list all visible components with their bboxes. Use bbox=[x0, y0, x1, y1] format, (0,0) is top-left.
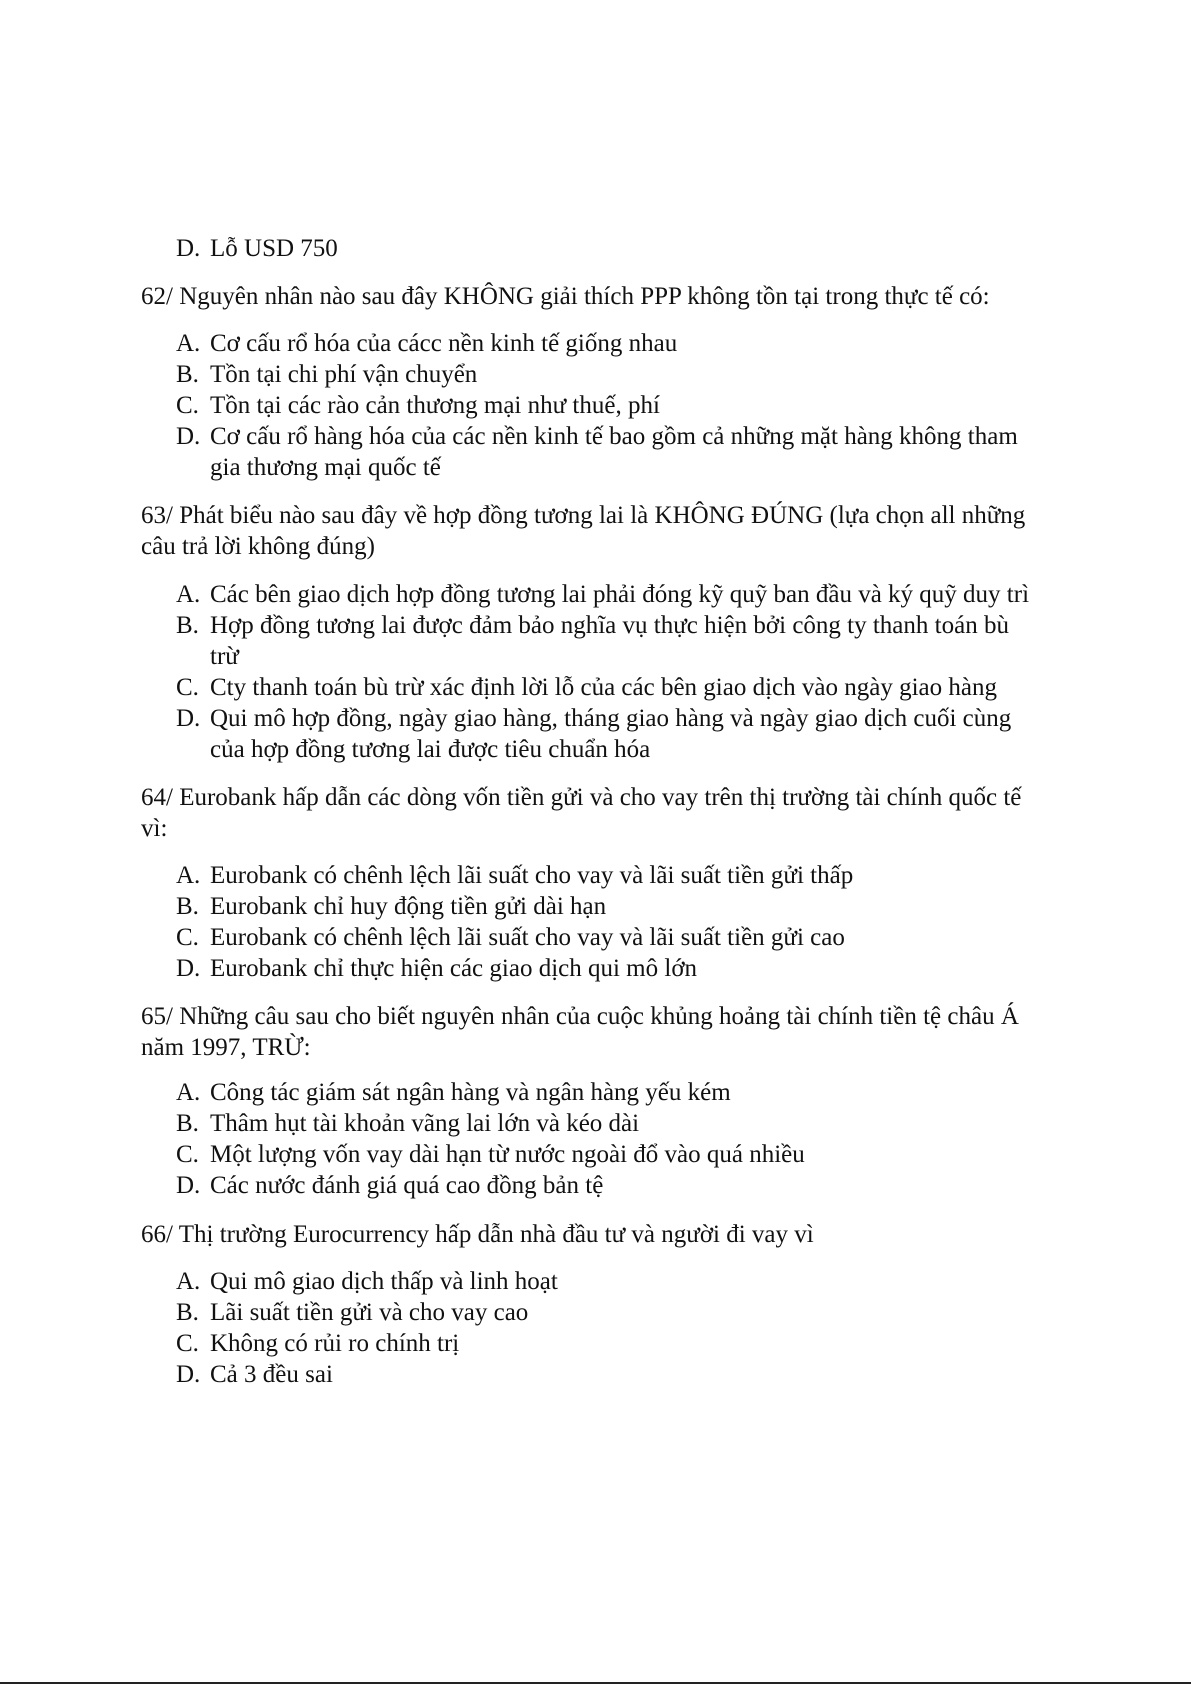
option-letter: C. bbox=[176, 1330, 199, 1357]
option-letter: A. bbox=[176, 581, 201, 608]
option-text: Cơ cấu rổ hóa của cácc nền kinh tế giống nhau bbox=[210, 330, 678, 357]
option-letter: C. bbox=[176, 924, 199, 951]
option-text: Các nước đánh giá quá cao đồng bản tệ bbox=[210, 1172, 604, 1199]
option-letter: A. bbox=[176, 1079, 201, 1106]
question-63-stem: 63/ Phát biểu nào sau đây về hợp đồng tương lai là KHÔNG ĐÚNG (lựa chọn all những bbox=[141, 502, 1026, 529]
option-text: Lãi suất tiền gửi và cho vay cao bbox=[210, 1299, 529, 1326]
option-text: Công tác giám sát ngân hàng và ngân hàng yếu kém bbox=[210, 1079, 731, 1106]
question-64-stem-continued: vì: bbox=[141, 815, 168, 842]
option-letter: C. bbox=[176, 1141, 199, 1168]
option-text: Eurobank chỉ thực hiện các giao dịch qui mô lớn bbox=[210, 955, 698, 982]
option-text: Lỗ USD 750 bbox=[210, 235, 338, 262]
question-64-stem: 64/ Eurobank hấp dẫn các dòng vốn tiền gửi và cho vay trên thị trường tài chính quốc tế bbox=[141, 784, 1022, 811]
option-text: Qui mô giao dịch thấp và linh hoạt bbox=[210, 1268, 558, 1295]
option-text: Eurobank có chênh lệch lãi suất cho vay và lãi suất tiền gửi cao bbox=[210, 924, 845, 951]
option-letter: D. bbox=[176, 1172, 201, 1199]
option-text: Qui mô hợp đồng, ngày giao hàng, tháng giao hàng và ngày giao dịch cuối cùng bbox=[210, 705, 1012, 732]
option-letter: B. bbox=[176, 1110, 199, 1137]
option-letter: B. bbox=[176, 1299, 199, 1326]
option-text-continued: gia thương mại quốc tế bbox=[210, 454, 441, 481]
question-65-stem-continued: năm 1997, TRỪ: bbox=[141, 1034, 311, 1061]
bottom-divider bbox=[0, 1682, 1191, 1684]
option-text-continued: của hợp đồng tương lai được tiêu chuẩn hóa bbox=[210, 736, 651, 763]
option-letter: D. bbox=[176, 235, 201, 262]
option-text: Tồn tại các rào cản thương mại như thuế, phí bbox=[210, 392, 660, 419]
option-letter: A. bbox=[176, 1268, 201, 1295]
option-letter: D. bbox=[176, 1361, 201, 1388]
option-letter: A. bbox=[176, 862, 201, 889]
option-letter: D. bbox=[176, 423, 201, 450]
option-text-continued: trừ bbox=[210, 643, 239, 670]
option-letter: B. bbox=[176, 893, 199, 920]
option-text: Thâm hụt tài khoản vãng lai lớn và kéo dài bbox=[210, 1110, 640, 1137]
option-text: Hợp đồng tương lai được đảm bảo nghĩa vụ thực hiện bởi công ty thanh toán bù bbox=[210, 612, 1009, 639]
option-text: Eurobank chỉ huy động tiền gửi dài hạn bbox=[210, 893, 607, 920]
option-text: Cty thanh toán bù trừ xác định lời lỗ của các bên giao dịch vào ngày giao hàng bbox=[210, 674, 997, 701]
option-text: Không có rủi ro chính trị bbox=[210, 1330, 460, 1357]
option-text: Cả 3 đều sai bbox=[210, 1361, 333, 1388]
option-text: Eurobank có chênh lệch lãi suất cho vay và lãi suất tiền gửi thấp bbox=[210, 862, 854, 889]
question-65-stem: 65/ Những câu sau cho biết nguyên nhân của cuộc khủng hoảng tài chính tiền tệ châu Á bbox=[141, 1003, 1019, 1030]
option-letter: A. bbox=[176, 330, 201, 357]
option-letter: B. bbox=[176, 361, 199, 388]
option-text: Cơ cấu rổ hàng hóa của các nền kinh tế bao gồm cả những mặt hàng không tham bbox=[210, 423, 1018, 450]
option-text: Các bên giao dịch hợp đồng tương lai phải đóng kỹ quỹ ban đầu và ký quỹ duy trì bbox=[210, 581, 1030, 608]
option-letter: D. bbox=[176, 705, 201, 732]
question-63-stem-continued: câu trả lời không đúng) bbox=[141, 533, 375, 560]
option-text: Tồn tại chi phí vận chuyển bbox=[210, 361, 478, 388]
option-letter: B. bbox=[176, 612, 199, 639]
option-text: Một lượng vốn vay dài hạn từ nước ngoài đổ vào quá nhiều bbox=[210, 1141, 805, 1168]
option-letter: C. bbox=[176, 674, 199, 701]
option-letter: C. bbox=[176, 392, 199, 419]
question-66-stem: 66/ Thị trường Eurocurrency hấp dẫn nhà đầu tư và người đi vay vì bbox=[141, 1221, 814, 1248]
question-62-stem: 62/ Nguyên nhân nào sau đây KHÔNG giải thích PPP không tồn tại trong thực tế có: bbox=[141, 283, 990, 310]
option-letter: D. bbox=[176, 955, 201, 982]
